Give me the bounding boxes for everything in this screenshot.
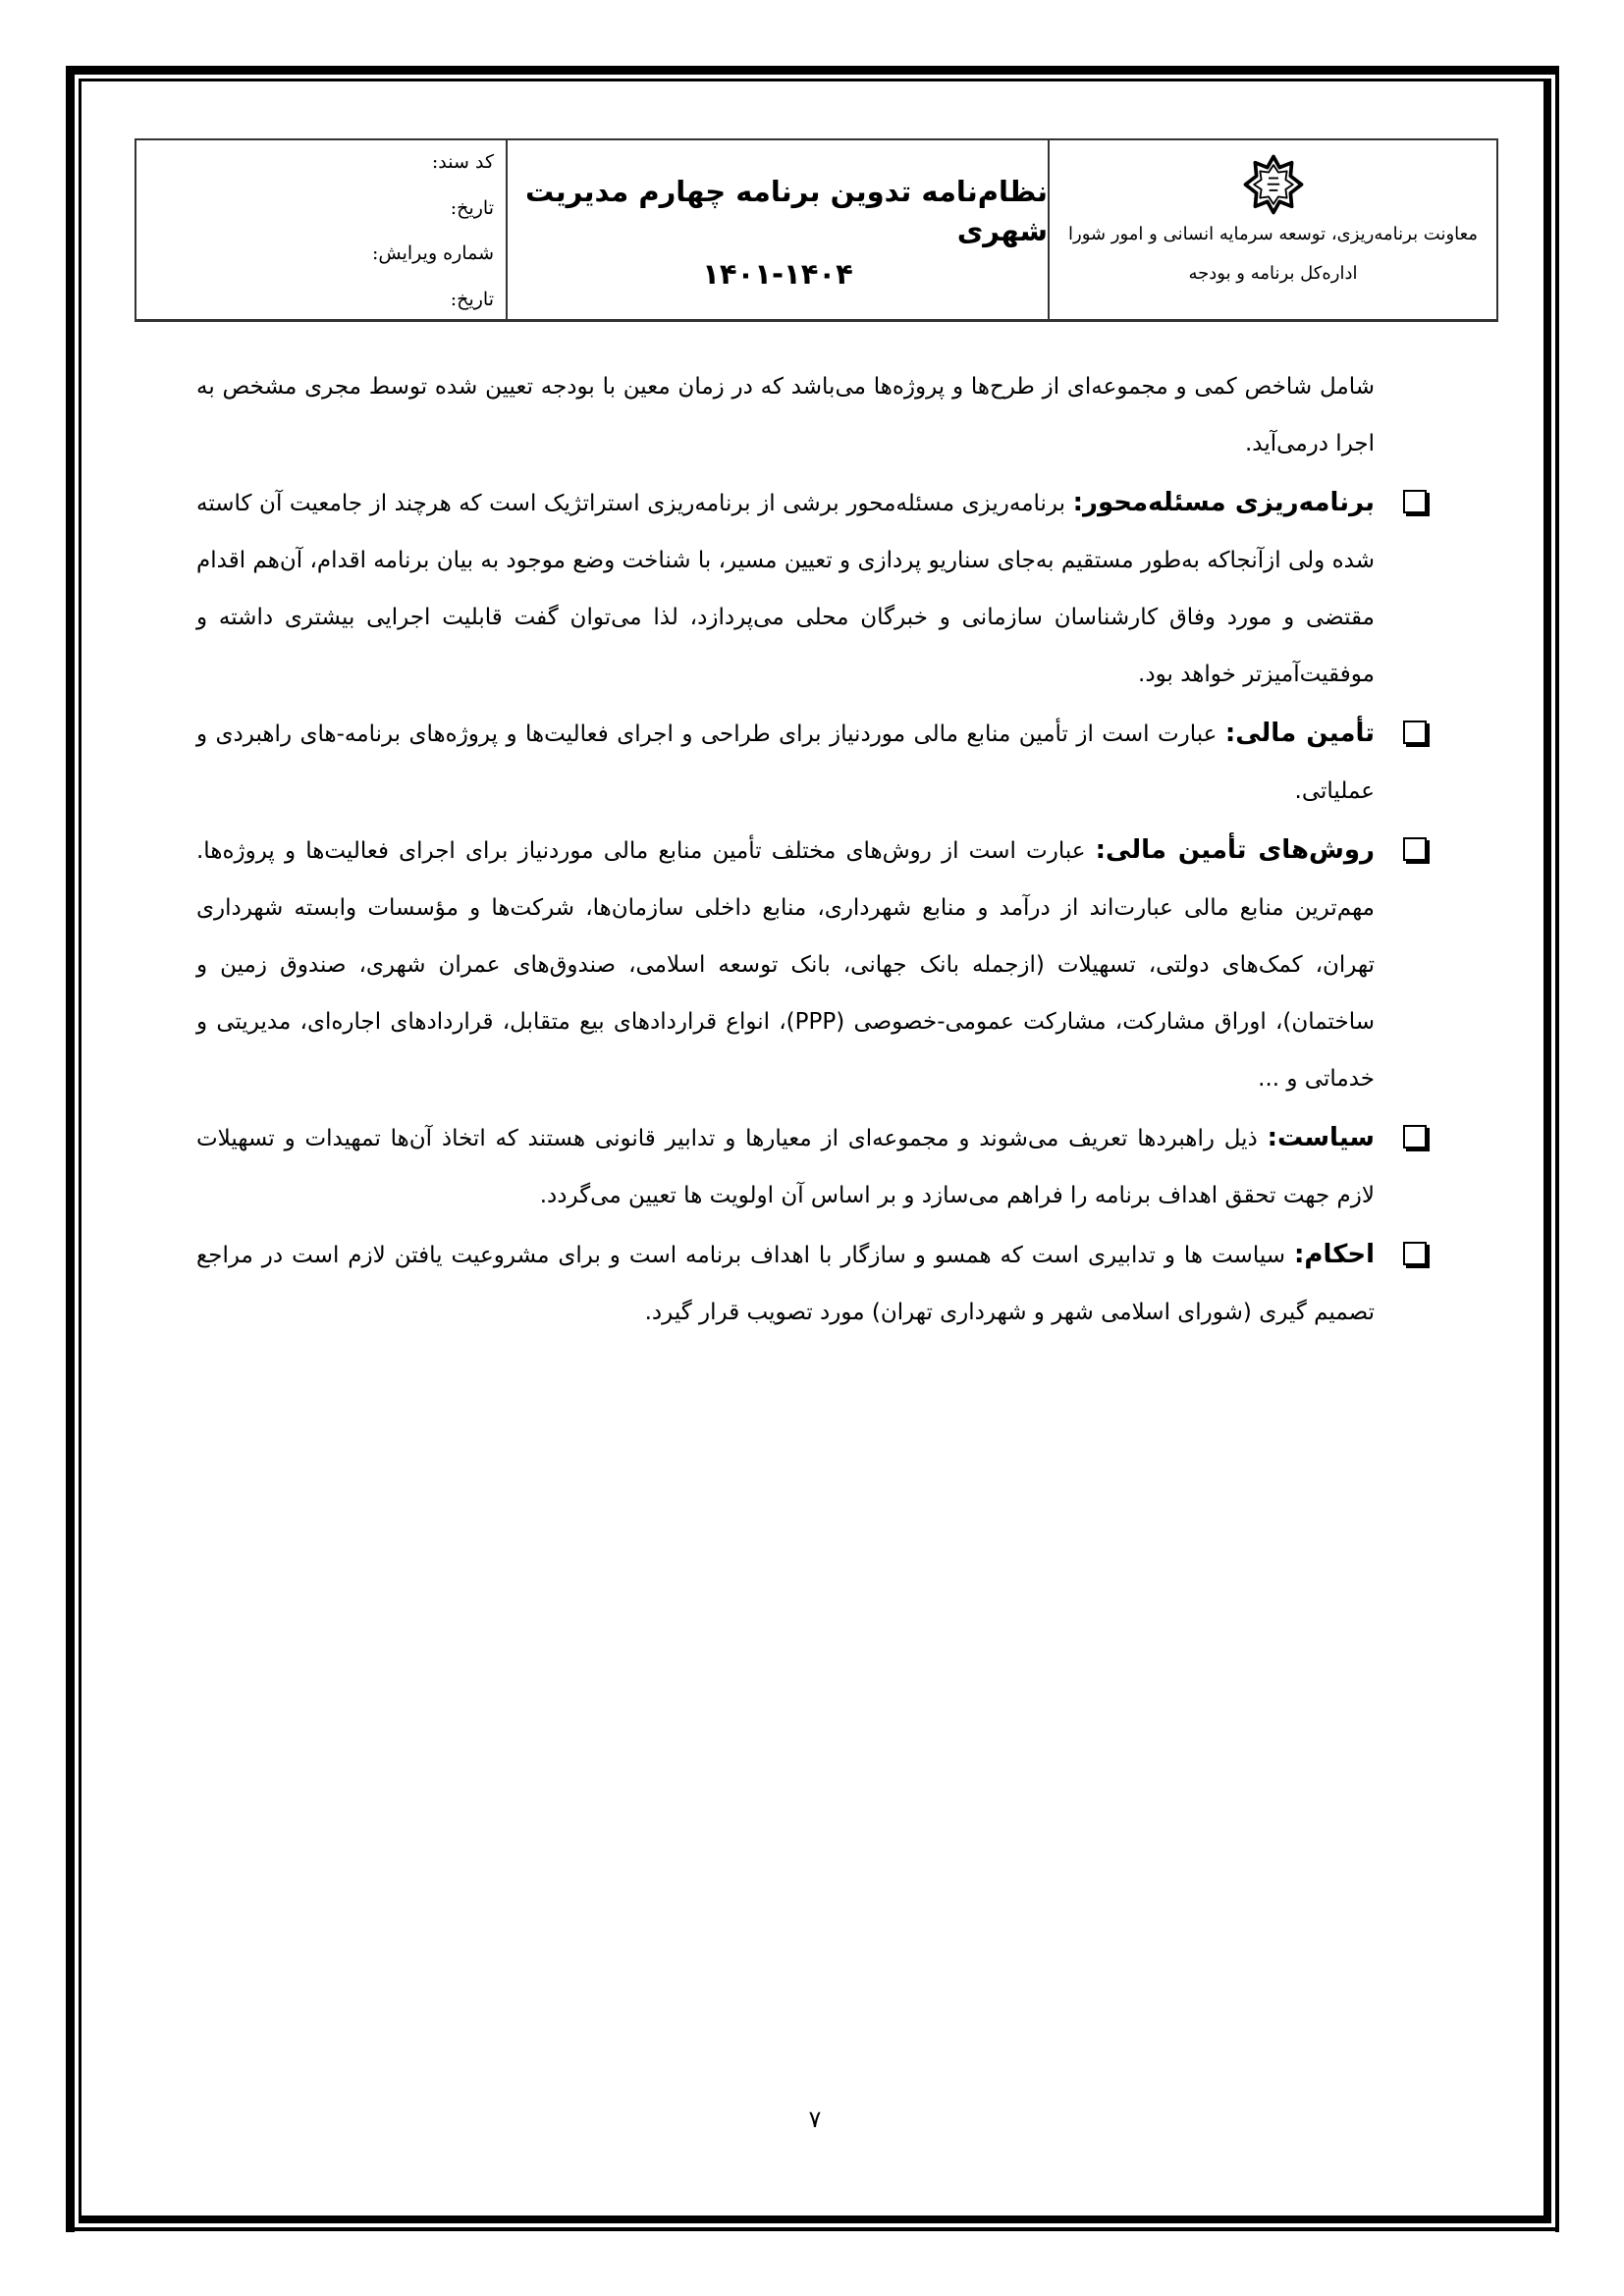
page-border-right (1555, 66, 1559, 2232)
revision-number-label: شماره ویرایش: (371, 242, 494, 264)
definition-item (196, 822, 1380, 1107)
document-header-table (135, 138, 1498, 322)
document-period: ۱۴۰۱-۱۴۰۴ (702, 257, 853, 291)
deputy-office-name: معاونت برنامه‌ریزی، توسعه سرمایه انسانی و امور شورا (1068, 224, 1478, 244)
page-inner-border-right (1543, 79, 1551, 2223)
definition-term: سیاست: (1267, 1123, 1375, 1152)
checkbox-square-icon (1403, 837, 1427, 861)
definition-item (196, 1226, 1380, 1341)
document-body (196, 358, 1380, 1341)
definition-item (196, 705, 1380, 820)
definition-item (196, 1109, 1380, 1224)
page-inner-border-bottom (79, 2216, 1551, 2223)
department-name: اداره‌کل برنامه و بودجه (1188, 263, 1358, 284)
document-title: نظام‌نامه تدوین برنامه چهارم مدیریت شهری (525, 175, 1048, 247)
revision-date-label: تاریخ: (450, 289, 494, 310)
definition-item (196, 474, 1380, 703)
definition-text: برنامه‌ریزی مسئله‌محور برشی از برنامه‌ریزی استراتژیک است که هرچند از جامعیت آن کاسته شده ولی ازآنجاکه به‌طور مستقیم به‌جای سناریو پردازی و تعیین مسیر، با شناخت وضع موجود به بیان برنامه اقدام، آن‌هم اقدام مقتضی و مورد وفاق کارشناسان سازمانی و خبرگان محلی می‌پردازد، لذا می‌توان گفت قابلیت اجرایی بیشتری داشته و موفقیت‌آمیزتر خواهد بود. (196, 491, 1375, 687)
doc-code-label: کد سند: (431, 151, 494, 173)
definition-text: ذیل راهبردها تعریف می‌شوند و مجموعه‌ای از معیارها و تدابیر قانونی هستند که اتخاذ آن‌ها تمهیدات و تسهیلات لازم جهت تحقق اهداف برنامه را فراهم می‌سازد و بر اساس آن اولویت ها تعیین می‌گردد. (196, 1126, 1375, 1208)
checkbox-square-icon (1403, 1125, 1427, 1148)
definition-text: سیاست ها و تدابیری است که همسو و سازگار با اهداف برنامه است و برای مشروعیت یافتن لازم است در مراجع تصمیم گیری (شورای اسلامی شهر و شهرداری تهران) مورد تصویب قرار گیرد. (196, 1243, 1375, 1325)
page-inner-border-top (79, 79, 1551, 81)
checkbox-square-icon (1403, 1242, 1427, 1265)
document-title-cell (508, 140, 1050, 319)
definition-term: تأمین مالی: (1224, 719, 1375, 748)
tehran-city-council-logo-icon (1243, 154, 1304, 215)
definition-text: عبارت است از تأمین منابع مالی موردنیاز برای طراحی و اجرای فعالیت‌ها و پروژه‌های برنامه-های راهبردی و عملیاتی. (196, 721, 1375, 804)
intro-paragraph: شامل شاخص کمی و مجموعه‌ای از طرح‌ها و پروژه‌ها می‌باشد که در زمان معین با بودجه تعیین شده توسط مجری مشخص به اجرا درمی‌آید. (196, 374, 1375, 456)
date-label: تاریخ: (450, 197, 494, 219)
page-number: ۷ (808, 2106, 822, 2133)
page-border-bottom (66, 2227, 1559, 2231)
page-inner-border-left (79, 79, 81, 2223)
definition-term: برنامه‌ریزی مسئله‌محور: (1072, 488, 1375, 517)
definition-text: عبارت است از روش‌های مختلف تأمین منابع مالی موردنیاز برای اجرای فعالیت‌ها و پروژه‌ها. مهم‌ترین منابع مالی عبارت‌اند از درآمد و منابع شهرداری، منابع داخلی سازمان‌ها، شرکت‌ها و مؤسسات وابسته شهرداری تهران، کمک‌های دولتی، تسهیلات (ازجمله بانک جهانی، بانک توسعه اسلامی، صندوق‌های عمران شهری، صندوق زمین و ساختمان)، اوراق مشارکت، مشارکت عمومی-خصوصی (PPP)، انواع قراردادهای بیع متقابل، قراردادهای اجاره‌ای، مدیریتی و خدماتی و ... (196, 838, 1375, 1092)
document-meta-cell (136, 140, 508, 319)
definition-term: روش‌های تأمین مالی: (1095, 835, 1375, 865)
organization-cell (1050, 140, 1496, 319)
page-border-left (66, 66, 75, 2232)
page-border-top (66, 66, 1559, 75)
definition-term: احکام: (1294, 1240, 1375, 1269)
checkbox-square-icon (1403, 490, 1427, 513)
checkbox-square-icon (1403, 721, 1427, 744)
